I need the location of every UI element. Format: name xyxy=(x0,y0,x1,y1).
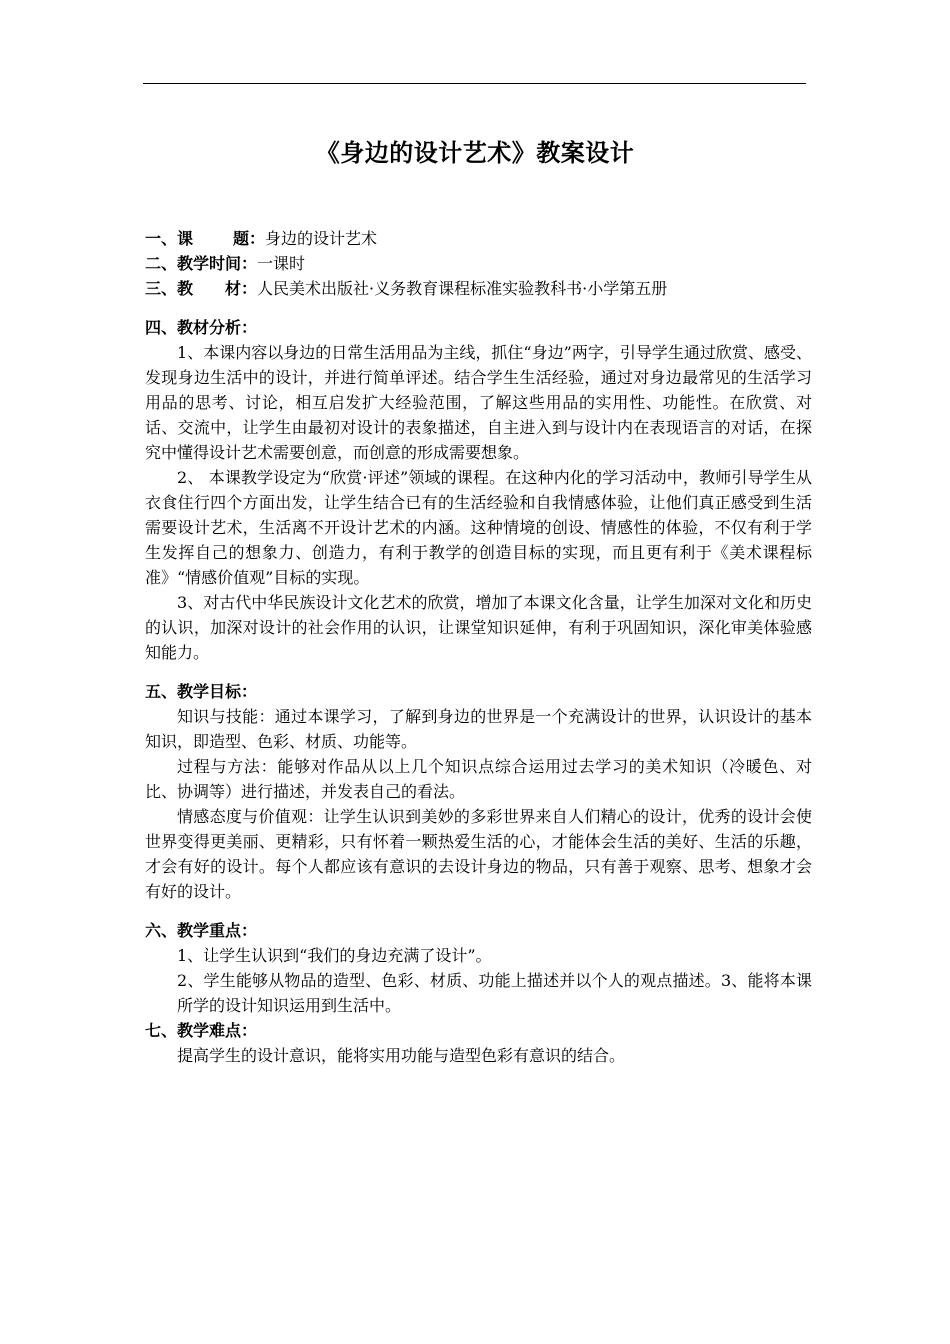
analysis-paragraph-3: 3、对古代中华民族设计文化艺术的欣赏，增加了本课文化含量，让学生加深对文化和历史的认识，加深对设计的社会作用的认识，让课堂知识延伸，有利于巩固知识，深化审美体验感知能力。 xyxy=(145,593,812,662)
analysis-paragraph-2: 2、 本课教学设定为“欣赏·评述”领域的课程。在这种内化的学习活动中，教师引导学生从衣食住行四个方面出发，让学生结合已有的生活经验和自我情感体验，让他们真正感受到生活需要设计艺术，生活离不开设计艺术的内涵。这种情境的创设、情感性的体验，不仅有利于学生发挥自己的想象力、创造力，有利于教学的创造目标的实现，而且更有利于《美术课程标准》“情感价值观”目标的实现。 xyxy=(145,468,812,587)
section-heading-difficulties: 七、教学难点： xyxy=(145,1021,258,1040)
key-point-item-2: 2、学生能够从物品的造型、色彩、材质、功能上描述并以个人的观点描述。3、能将本课所学的设计知识运用到生活中。 xyxy=(177,971,812,1015)
info-topic-label-a: 一、课 xyxy=(145,229,194,248)
goals-paragraph-1: 知识与技能：通过本课学习，了解到身边的世界是一个充满设计的世界，认识设计的基本知识，即造型、色彩、材质、功能等。 xyxy=(145,707,812,751)
section-heading-analysis: 四、教材分析： xyxy=(145,318,258,337)
section-heading-goals: 五、教学目标： xyxy=(145,682,258,701)
goals-paragraph-3: 情感态度与价值观：让学生认识到美妙的多彩世界来自人们精心的设计，优秀的设计会使世界变得更美丽、更精彩，只有怀着一颗热爱生活的心，才能体会生活的美好、生活的乐趣，才会有好的设计。每个人都应该有意识的去设计身边的物品，只有善于观察、思考、想象才会有好的设计。 xyxy=(145,807,812,901)
difficulties-text: 提高学生的设计意识，能将实用功能与造型色彩有意识的结合。 xyxy=(177,1046,626,1065)
info-time xyxy=(145,251,812,276)
analysis-paragraph-1: 1、本课内容以身边的日常生活用品为主线，抓住“身边”两字，引导学生通过欣赏、感受、发现身边生活中的设计，并进行简单评述。结合学生生活经验，通过对身边最常见的生活学习用品的思考、讨论，相互启发扩大经验范围，了解这些用品的实用性、功能性。在欣赏、对话、交流中，让学生由最初对设计的表象描述，自主进入到与设计内在表现语言的对话，在探究中懂得设计艺术需要创意，而创意的形成需要想象。 xyxy=(145,343,812,462)
document-title: 《身边的设计艺术》教案设计 xyxy=(315,138,635,167)
info-time-value: 一课时 xyxy=(257,254,306,273)
header-rule xyxy=(143,83,806,84)
key-point-item-1: 1、让学生认识到“我们的身边充满了设计”。 xyxy=(177,946,492,965)
goals-paragraph-2: 过程与方法：能够对作品从以上几个知识点综合运用过去学习的美术知识（冷暖色、对比、协调等）进行描述，并发表自己的看法。 xyxy=(145,757,812,801)
info-time-label: 二、教学时间： xyxy=(145,254,258,273)
info-material-label-b: 材： xyxy=(225,279,258,298)
info-topic-value: 身边的设计艺术 xyxy=(265,229,378,248)
document-body xyxy=(145,226,812,1068)
info-material-value: 人民美术出版社·义务教育课程标准实验教科书·小学第五册 xyxy=(257,279,668,298)
info-material-label-a: 三、教 xyxy=(145,279,194,298)
section-heading-key-points: 六、教学重点： xyxy=(145,921,258,940)
info-topic xyxy=(145,226,812,251)
info-topic-label-b: 题： xyxy=(233,229,266,248)
info-material xyxy=(145,276,812,301)
